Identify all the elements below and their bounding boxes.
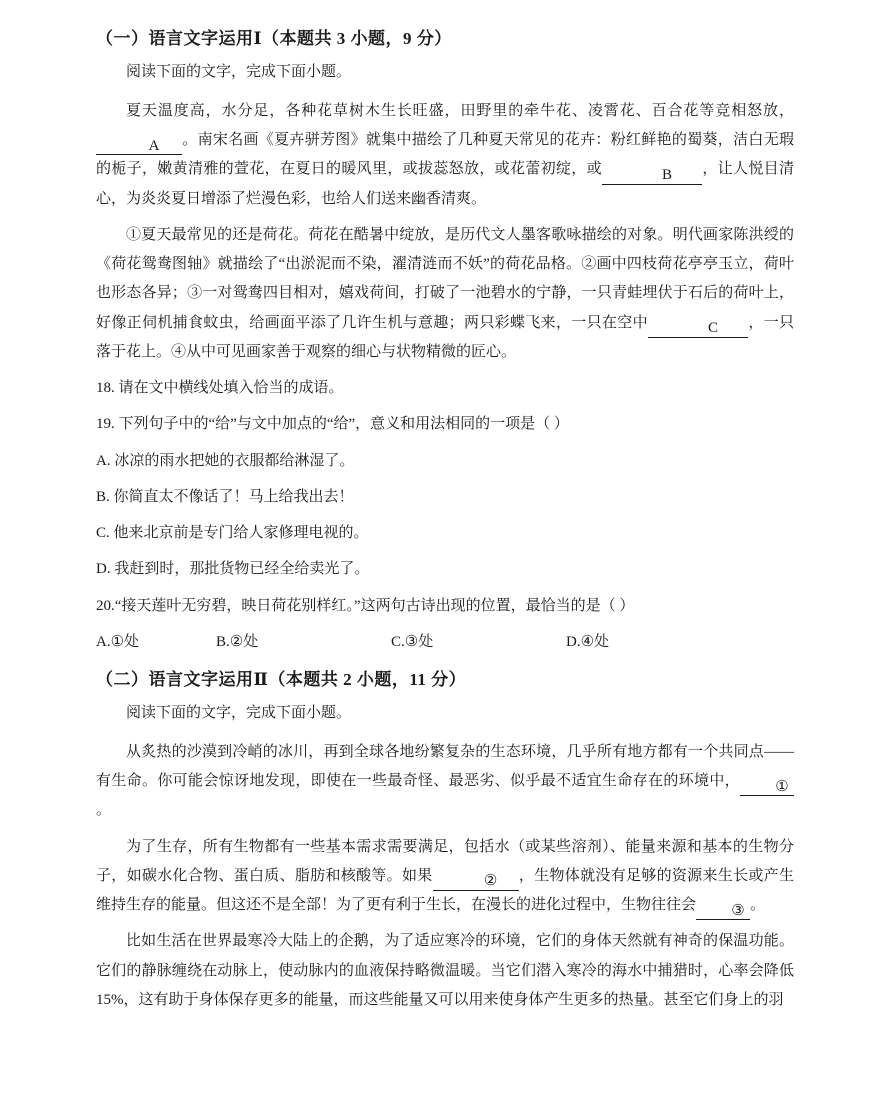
- blank-2: ②: [433, 871, 519, 891]
- question-20-option-a[interactable]: A.①处: [96, 633, 140, 650]
- blank-3: ③: [696, 901, 750, 921]
- s2-paragraph-1-text-a: 从炙热的沙漠到冷峭的冰川，再到全球各地纷繁复杂的生态环境，几乎所有地方都有一个共同点——有生命。你可能会惊讶地发现，即使在一些最奇怪、最恶劣、似乎最不适宜生命存在的环境中，: [96, 743, 794, 789]
- section-2-paragraph-3: 比如生活在世界最寒冷大陆上的企鹅，为了适应寒冷的环境，它们的身体天然就有神奇的保温功能。它们的静脉缠绕在动脉上，使动脉内的血液保持略微温暖。当它们潜入寒冷的海水中捕猎时，心率会降低15%，这有助于身体保存更多的能量，而这些能量又可以用来使身体产生更多的热量。甚至它们身上的羽: [96, 933, 794, 1008]
- s2-paragraph-2-text-c: 。: [750, 897, 766, 913]
- question-20-options: [96, 628, 794, 657]
- paragraph-2-text-b: ，一只落于花上。④从中可见画家善于观察的细心与状物精微的匠心。: [96, 314, 794, 360]
- section-2-lead: 阅读下面的文字，完成下面小题。: [126, 705, 352, 721]
- paragraph-1-text-b: 。南宋名画《夏卉骈芳图》就集中描绘了几种夏天常见的花卉：粉红鲜艳的蜀葵，洁白无瑕的栀子，嫩黄清雅的萱花，在夏日的暖风里，或拔蕊怒放，或花蕾初绽，或: [96, 132, 794, 178]
- question-19-option-b[interactable]: B. 你简直太不像话了！马上给我出去！: [96, 488, 354, 505]
- question-20-option-b[interactable]: B.②处: [216, 633, 259, 650]
- question-18: 18. 请在文中横线处填入恰当的成语。: [96, 380, 344, 396]
- blank-1: ①: [740, 777, 794, 797]
- blank-A: A: [96, 136, 182, 156]
- question-19-option-a[interactable]: A. 冰凉的雨水把她的衣服都给淋湿了。: [96, 452, 355, 469]
- paragraph-1-text-c: ，让人悦目清心，为炎炎夏日增添了烂漫色彩，也给人们送来幽香清爽。: [96, 161, 794, 207]
- paragraph-2-text-a: ①夏天最常见的还是荷花。荷花在酷暑中绽放，是历代文人墨客歌咏描绘的对象。明代画家陈洪绶的《荷花鸳鸯图轴》就描绘了“出淤泥而不染，濯清涟而不妖”的荷花品格。②画中四枝荷花亭亭玉立，荷叶也形态各异；③一对鸳鸯四目相对，嬉戏荷间，打破了一池碧水的宁静，一只青蛙埋伏于石后的荷叶上，好像正伺机捕食蚊虫，给画面平添了几许生机与意趣；两只彩蝶飞来，一只在空中: [96, 226, 794, 331]
- s2-paragraph-2-text-a: 为了生存，所有生物都有一些基本需求需要满足，包括水（或某些溶剂）、能量来源和基本的生物分子，如碳水化合物、蛋白质、脂肪和核酸等。如果: [96, 838, 794, 884]
- question-20-option-d[interactable]: D.④处: [566, 633, 610, 650]
- section-1-title: （一）语言文字运用Ⅰ（本题共 3 小题，9 分）: [96, 29, 452, 48]
- question-19: 19. 下列句子中的“给”与文中加点的“给”，意义和用法相同的一项是（ ）: [96, 416, 569, 433]
- section-2-paragraph-2: [96, 833, 794, 921]
- question-20-option-c[interactable]: C.③处: [391, 633, 434, 650]
- section-1-paragraph-2: [96, 221, 794, 367]
- section-2-paragraph-1: [96, 738, 794, 826]
- question-19-option-c[interactable]: C. 他来北京前是专门给人家修理电视的。: [96, 525, 369, 541]
- paragraph-1-text-a: 夏天温度高，水分足，各种花草树木生长旺盛，田野里的牵牛花、凌霄花、百合花等竞相怒放，: [126, 102, 794, 119]
- section-1-paragraph-1: [96, 97, 794, 214]
- section-1-lead: 阅读下面的文字，完成下面小题。: [126, 64, 352, 80]
- s2-paragraph-1-text-b: 。: [96, 802, 112, 819]
- question-20: 20.“接天莲叶无穷碧，映日荷花别样红。”这两句古诗出现的位置，最恰当的是（ ）: [96, 597, 635, 614]
- question-19-option-d[interactable]: D. 我赶到时，那批货物已经全给卖光了。: [96, 561, 370, 578]
- section-2-title: （二）语言文字运用Ⅱ（本题共 2 小题，11 分）: [96, 670, 467, 689]
- blank-C: C: [648, 318, 748, 338]
- s2-paragraph-2-text-b: ，生物体就没有足够的资源来生长或产生维持生存的能量。但这还不是全部！为了更有利于生长，在漫长的进化过程中，生物往往会: [96, 867, 794, 913]
- blank-B: B: [602, 165, 702, 185]
